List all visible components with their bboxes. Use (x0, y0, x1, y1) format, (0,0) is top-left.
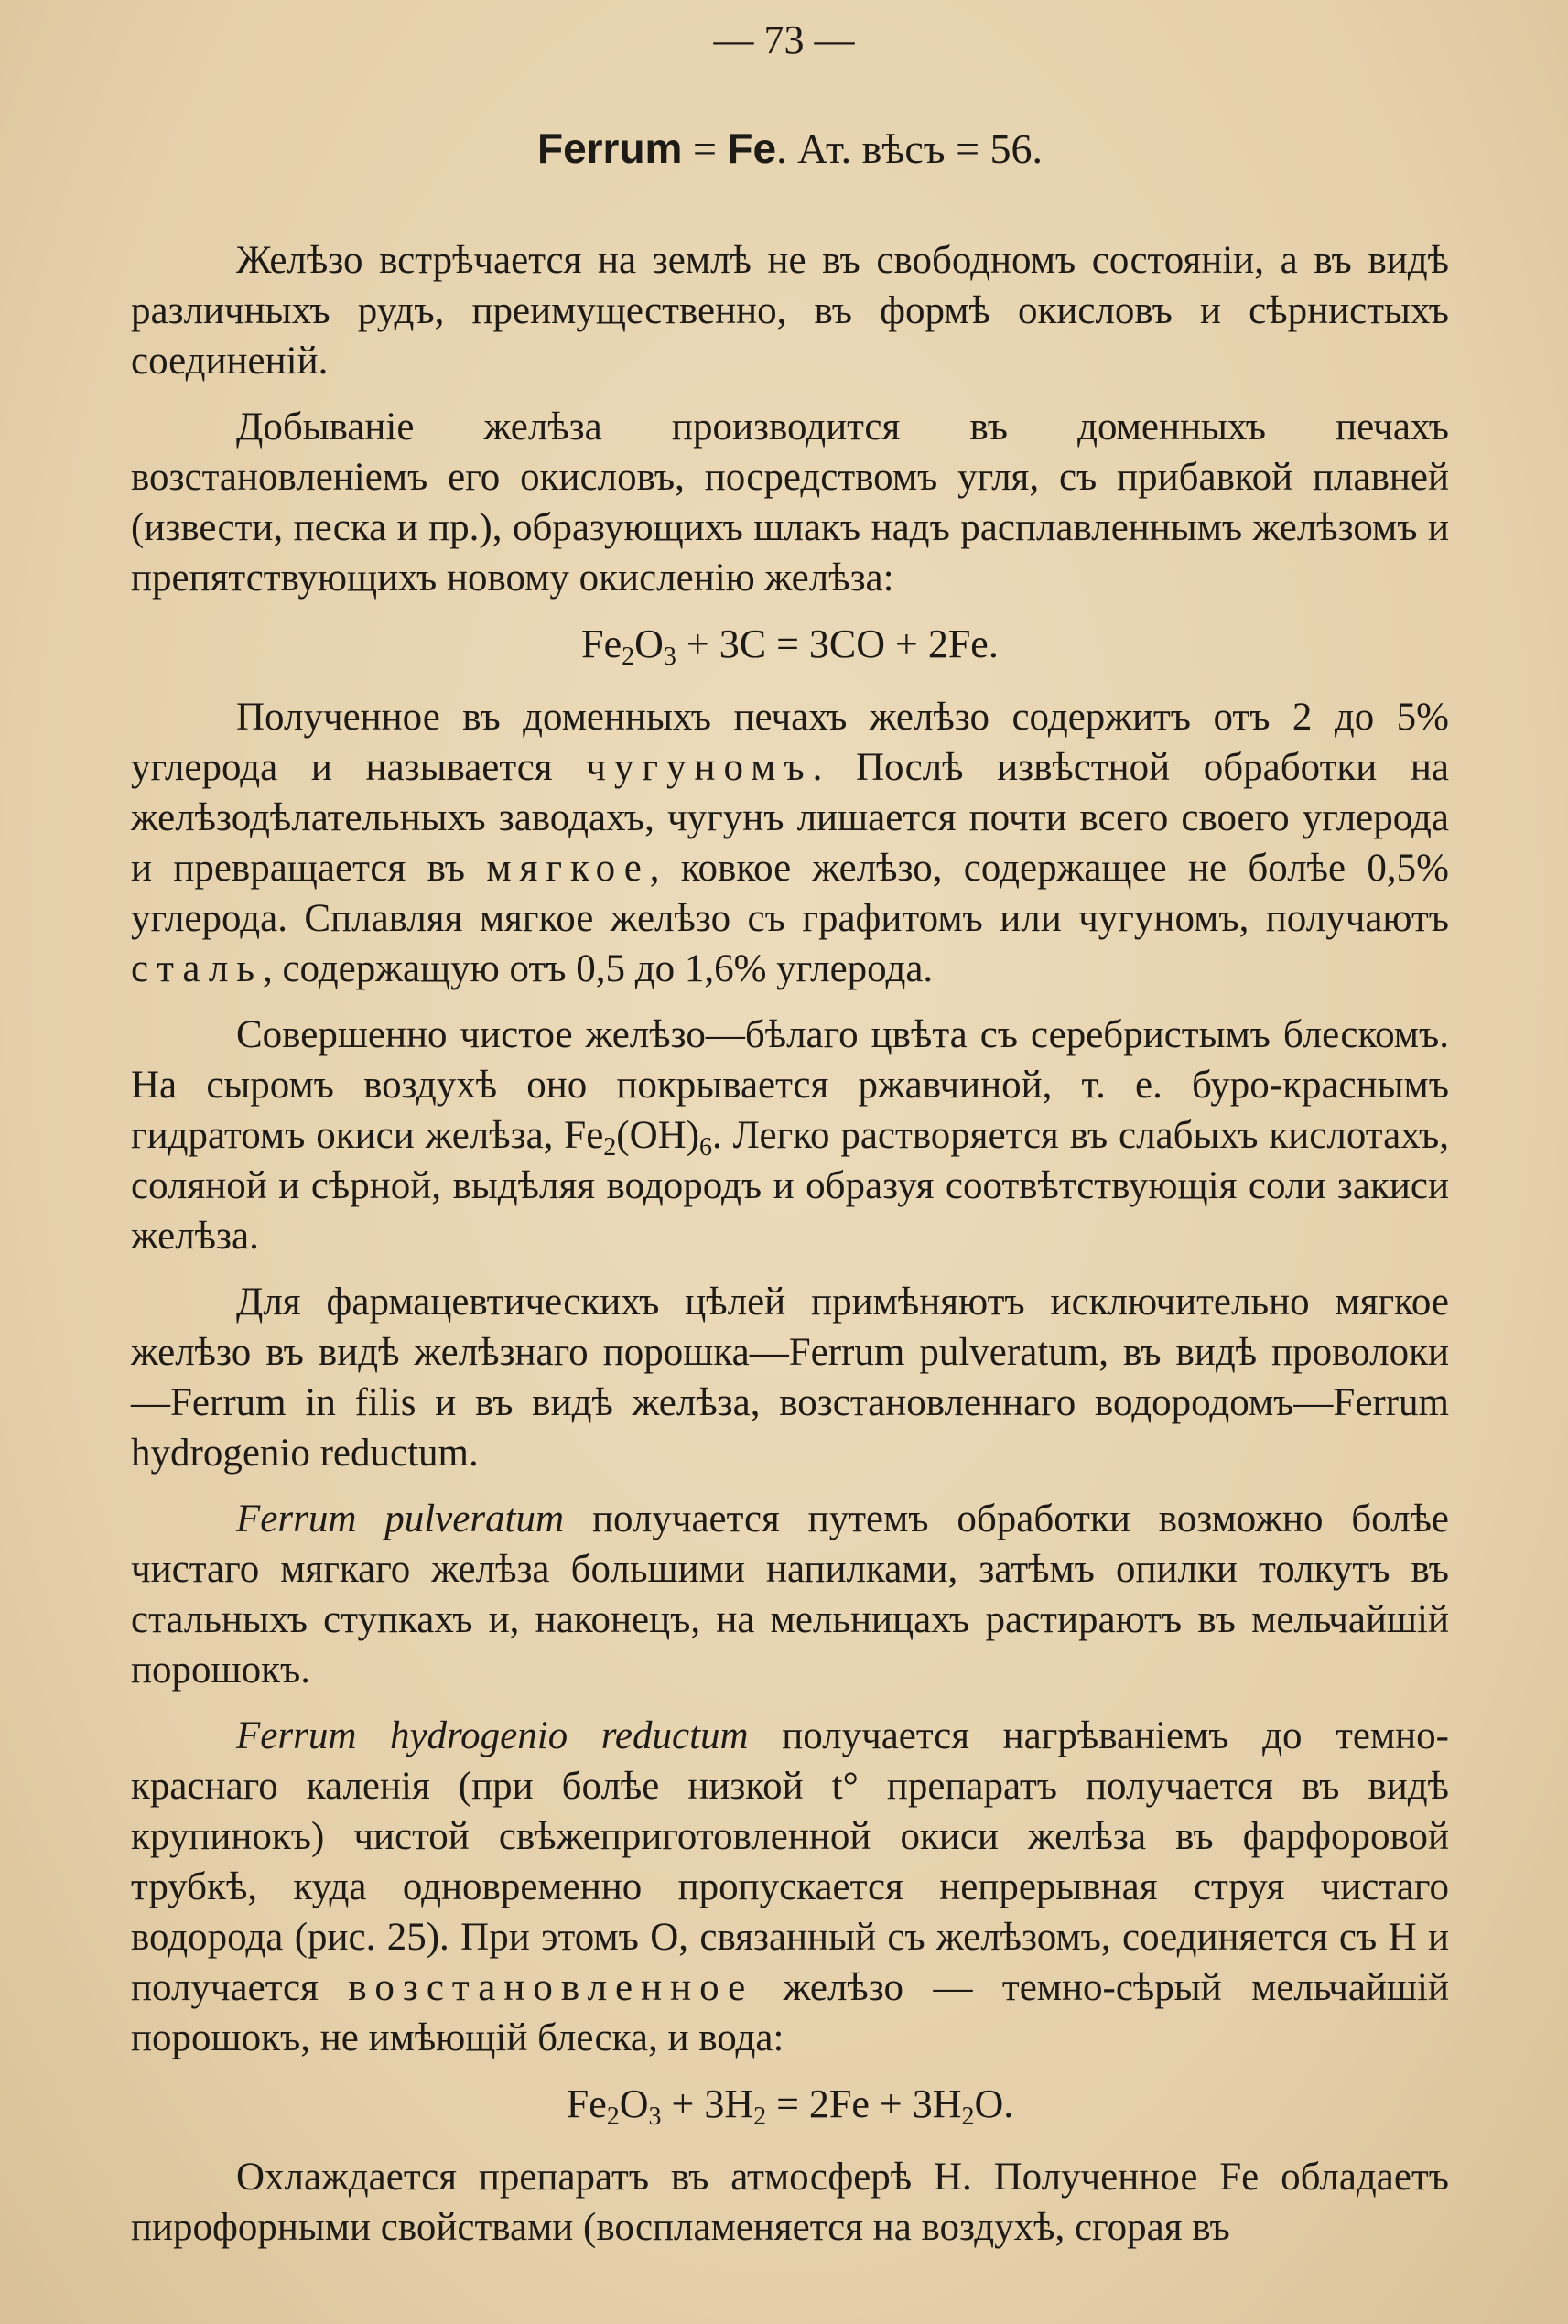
paragraph-occurrence: Желѣзо встрѣчается на землѣ не въ свободномъ состоянiи, а въ видѣ различныхъ рудъ, преимущественно, въ формѣ окисловъ и сѣрнистыхъ соединенiй. (131, 239, 1449, 383)
term-ferrum-pulveratum: Ferrum pulveratum (236, 1497, 565, 1540)
section-heading (131, 124, 1449, 173)
page-number: — 73 — (713, 17, 855, 62)
formula-reduction-carbon: $Fe_2O_3 + 3C = 3CO + 2Fe$. (581, 622, 999, 671)
paragraph-cast-iron: Полученное въ доменныхъ печахъ желѣзо содержитъ отъ 2 до 5% углерода и называется чугуномъ. Послѣ извѣстной обработки на желѣзодѣлательныхъ заводахъ, чугунъ лишается почти всего своего углерода и превращается въ мягкое, ковкое желѣзо, содержащее не болѣе 0,5% углерода. Сплавляя мягкое желѣзо съ графитомъ или чугуномъ, получаютъ сталь, содержащую отъ 0,5 до 1,6% углерода. (131, 696, 1449, 990)
page-content (131, 124, 1449, 2268)
term-chugun: чугуномъ (586, 746, 813, 789)
term-soft: мягкое (486, 847, 650, 890)
paragraph-pharmaceutical-forms: Для фармацевтическихъ цѣлей примѣняютъ исключительно мягкое желѣзо въ видѣ желѣзнаго порошка—Ferrum pulveratum, въ видѣ проволоки—Ferrum in filis и въ видѣ желѣза, возстановленнаго водородомъ—Ferrum hydrogenio reductum. (131, 1281, 1449, 1475)
paragraph-ferrum-hydrogenio: Ferrum hydrogenio reductum получается нагрѣванiемъ до темно-краснаго каленiя (при болѣе низкой t° препаратъ получается въ видѣ крупинокъ) чистой свѣжеприготовленной окиси желѣза въ фарфоровой трубкѣ, куда одновременно пропускается непрерывная струя чистаго водорода (рис. 25). При этомъ O, связанный съ желѣзомъ, соединяется съ H и получается возстановленное желѣзо — темно-сѣрый мельчайшiй порошокъ, не имѣющiй блеска, и вода: (131, 1714, 1450, 2059)
heading-equals: = (682, 125, 728, 172)
paragraph-production: Добыванiе желѣза производится въ доменныхъ печахъ возстановленiемъ его окисловъ, посредствомъ угля, съ прибавкой плавней (извести, песка и пр.), образующихъ шлакъ надъ расплавленнымъ желѣзомъ и препятствующихъ новому окисленiю желѣза: (131, 405, 1449, 600)
paragraph-ferrum-pulveratum: Ferrum pulveratum получается путемъ обработки возможно болѣе чистаго мягкаго желѣза большими напилками, затѣмъ опилки толкутъ въ стальныхъ ступкахъ и, наконецъ, на мельницахъ растираютъ въ мельчайшiй порошокъ. (131, 1497, 1449, 1692)
formula-reduction-hydrogen: $Fe_2O_3 + 3H_2 = 2Fe + 3H_2O$. (566, 2081, 1014, 2131)
paragraph-pyrophoric: Охлаждается препаратъ въ атмосферѣ H. Полученное Fe обладаетъ пирофорными свойствами (воспламеняется на воздухѣ, сгорая въ (131, 2156, 1449, 2249)
term-ferrum-hydrogenio-reductum: Ferrum hydrogenio reductum (236, 1714, 749, 1757)
heading-element-name: Ferrum (536, 124, 683, 172)
heading-symbol: Fe (727, 124, 777, 172)
term-reduced: возстановленное (348, 1966, 754, 2009)
heading-atomic-weight: . Ат. вѣсъ = 56. (776, 125, 1044, 172)
term-steel: сталь (131, 947, 263, 990)
paragraph-pure-iron: Совершенно чистое желѣзо—бѣлаго цвѣта съ серебристымъ блескомъ. На сыромъ воздухѣ оно покрывается ржавчиной, т. е. буро-краснымъ гидратомъ окиси желѣза, $Fe_2(OH)_6$. Легко растворяется въ слабыхъ кислотахъ, соляной и сѣрной, выдѣляя водородъ и образуя соотвѣтствующiя соли закиси желѣза. (131, 1013, 1449, 1258)
